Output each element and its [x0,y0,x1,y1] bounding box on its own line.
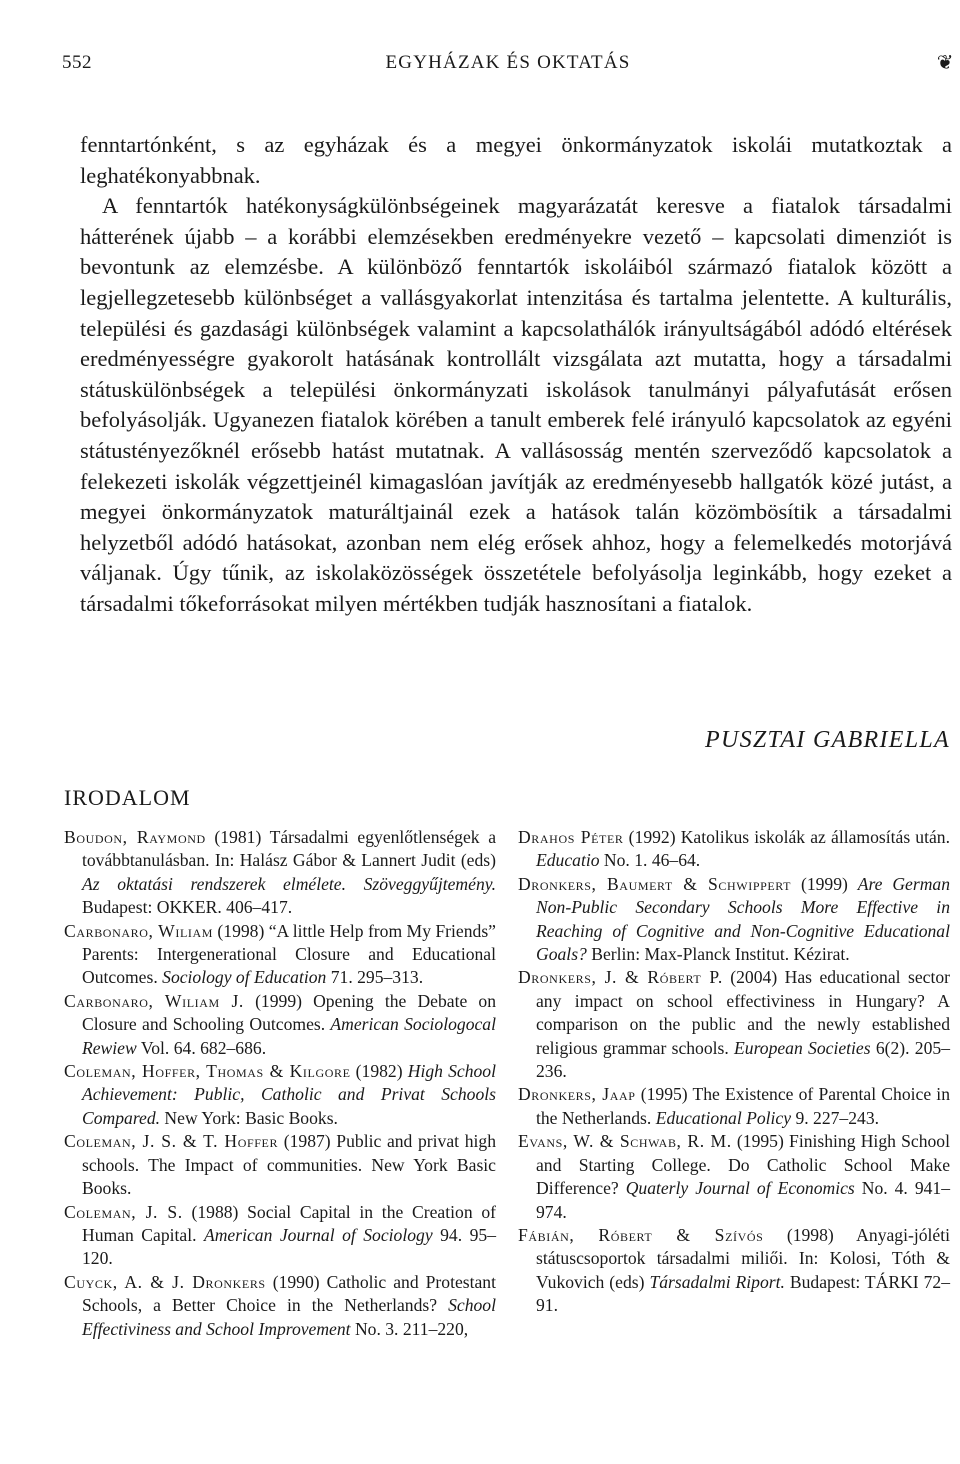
references-column-left [64,826,496,1341]
reference-item: Dronkers, Baumert & Schwippert (1999) Are German Non-Public Secondary Schools More Effective in Reaching of Cognitive and Non-Cognitive Educational Goals? Berlin: Max-Planck Institut. Kézirat. [518,873,950,965]
reference-item: Evans, W. & Schwab, R. M. (1995) Finishing High School and Starting College. Do Catholic School Make Difference? Quaterly Journal of Economics No. 4. 941–974. [518,1131,951,1222]
references-heading: IRODALOM [64,785,191,810]
main-text [80,130,952,620]
reference-item: Dronkers, Jaap (1995) The Existence of Parental Choice in the Netherlands. Educational Policy 9. 227–243. [518,1084,950,1128]
reference-item: Carbonaro, Wiliam (1998) “A little Help from My Friends” Parents: Intergenerational Closure and Educational Outcomes. Sociology of Education 71. 295–313. [64,920,496,988]
running-title: EGYHÁZAK ÉS OKTATÁS [385,52,631,73]
reference-item: Coleman, Hoffer, Thomas & Kilgore (1982) High School Achievement: Public, Catholic and Privat Schools Compared. New York: Basic Books. [64,1061,496,1128]
paragraph: A fenntartók hatékonyságkülönbségeinek magyarázatát keresve a fiatalok társadalmi hátterének újabb – a korábbi elemzésekben eredményekre vezető – kapcsolati dimenziót is bevontunk az elemzésbe. A különböző fenntartók iskoláiból származó fiatalok között a legjellegzetesebb különbséget a vallásgyakorlat intenzitása és tartalma jelentette. A kulturális, települési és gazdasági különbségek valamint a kapcsolathálók irányultságából adódó eltérések eredményességre gyakorolt hatásának kontrollált vizsgálata azt mutatta, hogy a társadalmi státuskülönbségek a települési önkormányzati iskolások tanulmányi pályafutását erősen befolyásolják. Ugyanezen fiatalok körében a tanult emberek felé irányuló kapcsolatok az egyéni státustényezőknél erősebb hatást mutatnak. A vallásosság mentén szerveződő kapcsolatok a felekezeti iskolák végzettjeinél kimagaslóan javítják az eredményesebb hallgatók közé jutást, a megyei önkormányzatok maturáltjainál ezek a hatások talán közömbösítik a társadalmi helyzetből adódó hatásokat, azonban nem elég erősek ahhoz, hogy a felemelkedés motorjává váljanak. Úgy tűnik, az iskolaközösségek összetétele befolyásolja leginkább, hogy ezeket a társadalmi tőkeforrásokat milyen mértékben tudják hasznosítani a fiatalok. [80,193,952,616]
page-header [62,52,954,86]
reference-item: Drahos Péter (1992) Katolikus iskolák az államosítás után. Educatio No. 1. 46–64. [518,827,950,871]
references-column-right [518,826,950,1318]
reference-item: Fábián, Róbert & Szívós (1998) Anyagi-jóléti státuscsoportok társadalmi miliői. In: Kolosi, Tóth & Vukovich (eds) Társadalmi Riport. Budapest: TÁRKI 72–91. [518,1224,950,1316]
reference-item: Dronkers, J. & Róbert P. (2004) Has educational sector any impact on school effectiviness in Hungary? A comparison on the public and the newly established religious grammar schools. European Societies 6(2). 205–236. [518,967,950,1082]
reference-item: Coleman, J. S. (1988) Social Capital in the Creation of Human Capital. American Journal of Sociology 94. 95–120. [64,1201,496,1269]
paragraph: fenntartónként, s az egyházak és a megyei önkormányzatok iskolái mutatkoztak a leghatékonyabbnak. [80,132,952,188]
ornament-icon: ❦ [936,52,954,74]
page-number: 552 [62,52,92,73]
reference-item: Boudon, Raymond (1981) Társadalmi egyenlőtlenségek a továbbtanulásban. In: Halász Gábor & Lannert Judit (eds) Az oktatási rendszerek elmélete. Szöveggyűjtemény. Budapest: OKKER. 406–417. [64,827,496,918]
reference-item: Coleman, J. S. & T. Hoffer (1987) Public and privat high schools. The Impact of communities. New York Basic Books. [64,1131,496,1199]
reference-item: Cuyck, A. & J. Dronkers (1990) Catholic and Protestant Schools, a Better Choice in the Netherlands? School Effectiviness and School Improvement No. 3. 211–220, [64,1271,496,1339]
article-author: PUSZTAI GABRIELLA [705,727,950,753]
reference-item: Carbonaro, Wiliam J. (1999) Opening the Debate on Closure and Schooling Outcomes. American Sociologocal Rewiew Vol. 64. 682–686. [64,990,496,1058]
